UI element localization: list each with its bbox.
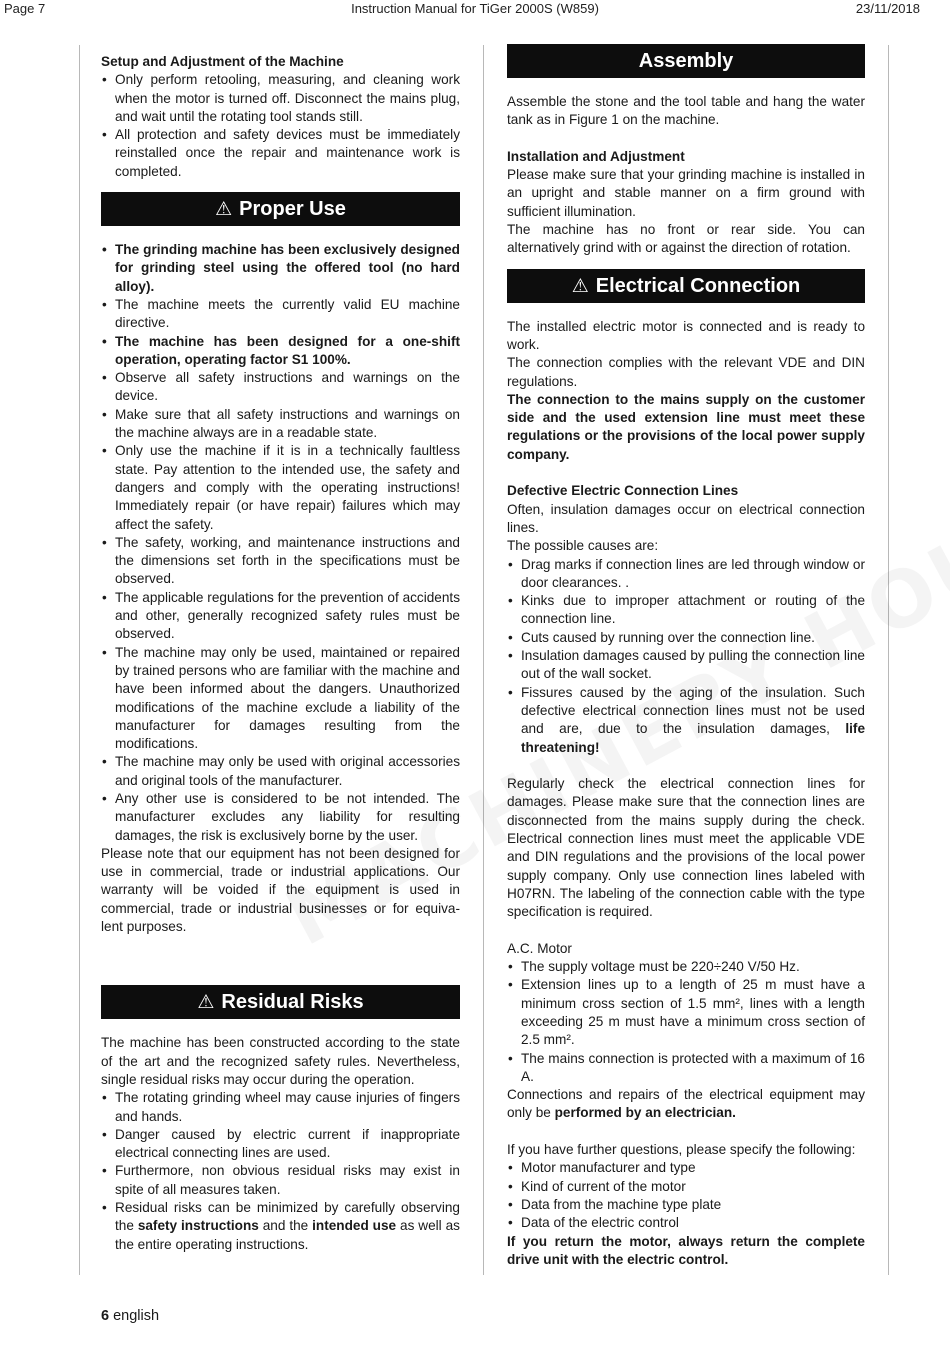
- electrical-paragraph-1: The installed electric motor is connected and is ready to work.: [507, 318, 865, 352]
- list-item: • Make sure that all safety instructions and warnings on the machine always are in a readable state.: [101, 406, 460, 443]
- electrical-bold-note: The connection to the mains supply on the customer side and the used extension line must meet these regulations or the provisions of the local power supply company.: [507, 391, 865, 462]
- list-item: • Motor manufacturer and type: [507, 1159, 865, 1177]
- header-document-title: Instruction Manual for TiGer 2000S (W859): [351, 1, 599, 16]
- defective-paragraph-2: The possible causes are:: [507, 538, 659, 554]
- defective-causes-list: [507, 556, 865, 757]
- list-item: • The applicable regulations for the prevention of accidents and other, generally recognized safety rules must be observed.: [101, 589, 460, 644]
- installation-title: Installation and Adjustment: [507, 148, 685, 164]
- list-item: • The machine meets the currently valid EU machine directive.: [101, 296, 460, 333]
- assembly-heading: Assembly: [638, 50, 734, 72]
- list-item: • The mains connection is protected with a maximum of 16 A.: [507, 1050, 865, 1087]
- list-item: • Observe all safety instructions and warnings on the device.: [101, 369, 460, 406]
- electrical-paragraph-2: The connection complies with the relevant VDE and DIN regulations.: [507, 355, 865, 389]
- check-paragraph: Regularly check the electrical connection lines for damages. Please make sure that the connection lines are disconnected from the mains supply during the check. Electrical connection lines must meet the applicable VDE and DIN regulations and the provisions of the local power supply company. Only use connection lines labeled with H07RN. The labeling of the connection cable with the type specification is required.: [507, 776, 865, 920]
- defective-lines-title: Defective Electric Connection Lines: [507, 483, 739, 499]
- questions-intro: If you have further questions, please specify the following:: [507, 1142, 856, 1158]
- assembly-heading-bar: [507, 44, 865, 78]
- list-item: • Insulation damages caused by pulling the connection line out of the wall socket.: [507, 647, 865, 684]
- residual-risks-heading: Residual Risks: [221, 991, 364, 1014]
- warning-triangle-icon: ⚠: [215, 199, 233, 221]
- questions-list: [507, 1159, 865, 1232]
- header-page-number: Page 7: [4, 1, 46, 16]
- footer-page-number: 6: [101, 1308, 110, 1324]
- list-item: • Furthermore, non obvious residual risks may exist in spite of all measures taken.: [101, 1162, 460, 1199]
- list-item: • Data of the electric control: [507, 1214, 865, 1232]
- list-item: • All protection and safety devices must be immediately reinstalled once the repair and maintenance work is completed.: [101, 126, 460, 181]
- warning-triangle-icon: ⚠: [571, 275, 589, 297]
- proper-use-list: [101, 241, 460, 845]
- electrical-connection-heading-bar: [507, 269, 865, 303]
- ac-motor-title: A.C. Motor: [507, 940, 572, 956]
- ac-motor-list: [507, 958, 865, 1086]
- list-item: • Residual risks can be minimized by carefully observing the safety instructions and the intended use as well as the entire operating instructions.: [101, 1199, 460, 1254]
- list-item: • Any other use is considered to be not intended. The manufacturer excludes any liability for resulting damages, the risk is exclusively borne by the user.: [101, 790, 460, 845]
- footer-language: english: [113, 1308, 160, 1324]
- page-footer: [101, 1308, 159, 1324]
- list-item: • Fissures caused by the aging of the insulation. Such defective electrical connection lines must not be used and are, due to the insulation damages, life threatening!: [507, 684, 865, 757]
- installation-text: Please make sure that your grinding machine is installed in an upright and stable manner on a firm ground with sufficient illumination.: [507, 167, 865, 219]
- list-item: • Extension lines up to a length of 25 m must have a minimum cross section of 1.5 mm², lines with a length exceeding 25 m must have a minimum cross section of 2.5 mm².: [507, 976, 865, 1049]
- warning-triangle-icon: ⚠: [197, 992, 215, 1014]
- proper-use-heading: Proper Use: [239, 198, 346, 221]
- list-item: • The machine may only be used with original accessories and original tools of the manufacturer.: [101, 753, 460, 790]
- setup-list: [101, 71, 460, 181]
- list-item: • Data from the machine type plate: [507, 1196, 865, 1214]
- list-item: • The machine has been designed for a one-shift operation, operating factor S1 100%.: [101, 333, 460, 370]
- repairs-paragraph: Connections and repairs of the electrical equipment may only be performed by an electrician.: [507, 1087, 865, 1121]
- list-item: • Drag marks if connection lines are led through window or door clearances. .: [507, 556, 865, 593]
- list-item: • The machine may only be used, maintained or repaired by trained persons who are familiar with the machine and have been informed about the dangers. Unauthorized modifications of the machine exclude a liability of the manufacturer for damages resulting from the modifications.: [101, 644, 460, 754]
- column-divider-left: [79, 45, 80, 1275]
- residual-intro: The machine has been constructed according to the state of the art and the recognized safety rules. Nevertheless, single residual risks may occur during the operation.: [101, 1035, 460, 1087]
- return-motor-note: If you return the motor, always return the complete drive unit with the electric control.: [507, 1233, 865, 1267]
- electrical-connection-heading: Electrical Connection: [595, 274, 801, 297]
- setup-title: Setup and Adjustment of the Machine: [101, 54, 344, 69]
- list-item: • Only perform retooling, measuring, and cleaning work when the motor is turned off. Disconnect the mains plug, and wait until the rotating tool stands still.: [101, 71, 460, 126]
- list-item: • Kinks due to improper attachment or routing of the connection line.: [507, 592, 865, 629]
- residual-risks-heading-bar: [101, 985, 460, 1019]
- list-item: • Kind of current of the motor: [507, 1178, 865, 1196]
- page-header: [0, 0, 950, 20]
- installation-text-2: The machine has no front or rear side. You can alternatively grind with or against the direction of rotation.: [507, 222, 865, 256]
- proper-use-note: Please note that our equipment has not been designed for use in commercial, trade or industrial applications. Our warranty will be voided if the equipment is used in commercial, trade or industrial businesses or for equiva-lent purposes.: [101, 845, 460, 935]
- column-divider-center: [483, 45, 484, 1275]
- list-item: • The supply voltage must be 220÷240 V/50 Hz.: [507, 958, 865, 976]
- list-item: • Only use the machine if it is in a technically faultless state. Pay attention to the intended use, the safety and dangers and comply with the operating instructions! Immediately repair (or have repair) failures which may affect the safety.: [101, 442, 460, 533]
- column-divider-right: [888, 45, 889, 1275]
- left-column: [101, 53, 460, 1254]
- list-item: • Danger caused by electric current if inappropriate electrical connecting lines are used.: [101, 1126, 460, 1163]
- list-item: • The rotating grinding wheel may cause injuries of fingers and hands.: [101, 1089, 460, 1126]
- list-item: • Cuts caused by running over the connection line.: [507, 629, 865, 647]
- defective-paragraph-1: Often, insulation damages occur on electrical connection lines.: [507, 501, 865, 535]
- list-item: • The safety, working, and maintenance instructions and the dimensions set forth in the specifications must be observed.: [101, 534, 460, 589]
- residual-list: [101, 1089, 460, 1254]
- header-date: 23/11/2018: [855, 1, 920, 16]
- right-column: [507, 44, 865, 1269]
- proper-use-heading-bar: [101, 192, 460, 226]
- list-item: • The grinding machine has been exclusively designed for grinding steel using the offered tool (no hard alloy).: [101, 241, 460, 296]
- assembly-text: Assemble the stone and the tool table and hang the water tank as in Figure 1 on the machine.: [507, 94, 865, 128]
